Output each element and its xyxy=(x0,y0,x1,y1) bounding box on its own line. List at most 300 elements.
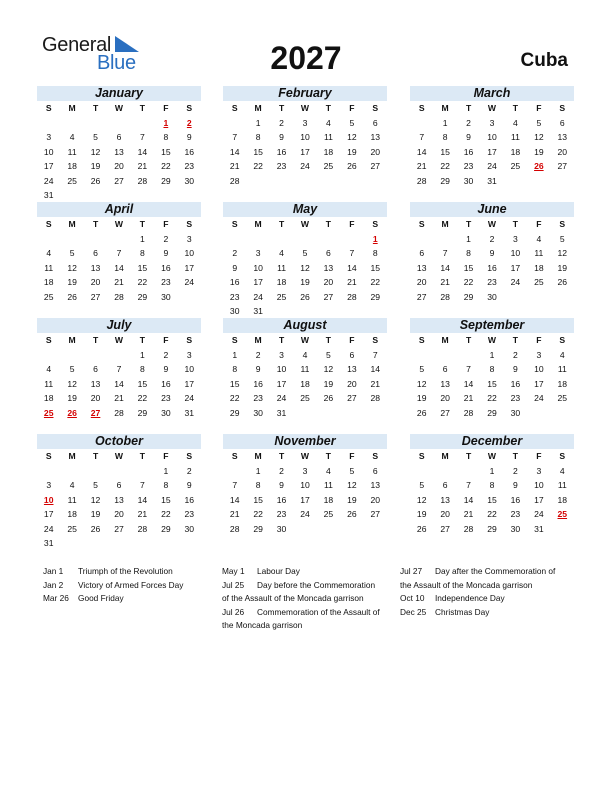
day-cell: 1 xyxy=(140,349,145,360)
day-cell: 25 xyxy=(534,277,544,287)
day-cell: 23 xyxy=(184,509,195,519)
month-title: November xyxy=(223,434,387,449)
day-cell: 14 xyxy=(416,146,427,157)
weekday-header: T xyxy=(325,219,332,229)
empty-cell xyxy=(223,116,246,131)
day-cell: 25 xyxy=(300,393,310,403)
day-cell: 22 xyxy=(137,277,148,287)
day-cell: 30 xyxy=(487,291,497,302)
day-cell: 17 xyxy=(184,262,195,273)
weekday-header: W xyxy=(114,451,124,461)
weekday-header: T xyxy=(512,219,519,229)
day-cell: 24 xyxy=(487,161,497,171)
day-cell: 21 xyxy=(229,509,240,519)
weekday-header: T xyxy=(92,451,99,461)
empty-cell xyxy=(270,232,293,247)
weekday-header: M xyxy=(441,451,449,461)
day-cell: 31 xyxy=(184,407,195,418)
day-cell: 4 xyxy=(69,132,75,142)
empty-cell xyxy=(433,232,456,247)
day-cell: 30 xyxy=(161,407,171,418)
day-cell: 16 xyxy=(276,146,287,157)
day-cell: 15 xyxy=(370,262,381,273)
day-cell: 8 xyxy=(489,364,495,374)
day-cell: 4 xyxy=(279,248,284,258)
holiday-column xyxy=(43,565,213,606)
day-cell: 29 xyxy=(370,291,381,302)
day-cell: 13 xyxy=(440,378,450,389)
day-cell: 13 xyxy=(114,494,124,505)
day-cell: 29 xyxy=(229,407,240,418)
day-cell: 20 xyxy=(114,509,124,519)
day-cell: 11 xyxy=(44,378,54,389)
weekday-header: F xyxy=(536,335,542,345)
day-cell: 18 xyxy=(323,146,334,157)
weekday-header: M xyxy=(68,219,76,229)
day-cell: 10 xyxy=(534,364,544,374)
empty-cell xyxy=(131,116,154,131)
day-cell: 1 xyxy=(140,233,145,244)
month-june xyxy=(410,202,574,304)
month-title: June xyxy=(410,202,574,217)
day-cell: 8 xyxy=(140,364,145,374)
day-cell: 2 xyxy=(489,233,495,244)
day-cell: 9 xyxy=(489,248,495,258)
empty-cell xyxy=(37,232,60,247)
day-cell: 26 xyxy=(557,277,568,287)
day-cell: 8 xyxy=(163,480,169,490)
empty-cell xyxy=(37,348,60,363)
day-cell: 29 xyxy=(161,175,171,186)
day-cell: 23 xyxy=(161,393,171,403)
day-cell: 6 xyxy=(326,248,331,258)
weekday-header: T xyxy=(465,335,472,345)
day-cell: 24 xyxy=(276,393,287,403)
day-cell: 4 xyxy=(513,117,518,128)
day-cell: 28 xyxy=(440,291,450,302)
day-cell: 9 xyxy=(466,132,471,142)
day-cell: 1 xyxy=(466,233,471,244)
day-cell: 23 xyxy=(510,393,521,403)
day-cell: 9 xyxy=(186,132,192,142)
day-cell: 20 xyxy=(557,146,568,157)
month-title: August xyxy=(223,318,387,333)
day-cell: 13 xyxy=(90,262,101,273)
month-april xyxy=(37,202,201,304)
weekday-header: S xyxy=(186,335,193,345)
day-cell: 6 xyxy=(442,480,448,490)
holiday-name: Day before the Commemoration xyxy=(257,579,376,590)
day-cell: 20 xyxy=(90,277,101,287)
weekday-header: S xyxy=(418,335,425,345)
day-cell: 3 xyxy=(186,349,192,360)
day-cell: 13 xyxy=(347,364,357,374)
day-cell: 3 xyxy=(489,117,495,128)
empty-cell xyxy=(37,464,60,479)
day-cell: 18 xyxy=(323,494,334,505)
day-cell: 6 xyxy=(559,117,565,128)
day-cell: 12 xyxy=(347,480,357,490)
holiday-entry xyxy=(400,565,572,579)
day-cell: 15 xyxy=(161,494,171,505)
day-cell: 4 xyxy=(536,233,542,244)
day-cell: 16 xyxy=(253,378,263,389)
weekday-header: W xyxy=(300,335,310,345)
day-cell: 4 xyxy=(46,248,52,258)
day-cell: 22 xyxy=(440,161,450,171)
holiday-name: Labour Day xyxy=(257,566,300,576)
day-cell: 20 xyxy=(114,161,124,171)
day-cell: 9 xyxy=(163,364,169,374)
day-cell: 4 xyxy=(559,349,565,360)
day-cell: 27 xyxy=(114,175,124,186)
day-cell: 30 xyxy=(510,523,521,534)
day-grid xyxy=(223,333,387,420)
day-cell: 12 xyxy=(416,494,427,505)
day-cell: 16 xyxy=(229,277,240,287)
day-cell: 26 xyxy=(347,509,357,519)
day-cell: 9 xyxy=(279,132,284,142)
day-cell: 21 xyxy=(370,378,381,389)
day-cell: 5 xyxy=(536,117,542,128)
holiday-date: Mar 26 xyxy=(43,593,69,603)
weekday-header: S xyxy=(231,103,238,113)
day-cell: 28 xyxy=(370,393,381,403)
day-cell: 26 xyxy=(90,175,101,186)
day-cell: 3 xyxy=(302,465,308,476)
day-grid xyxy=(37,449,201,551)
day-cell: 4 xyxy=(326,465,331,476)
day-cell: 23 xyxy=(276,509,287,519)
day-cell: 2 xyxy=(186,465,192,476)
day-cell: 13 xyxy=(557,132,568,142)
day-cell: 23 xyxy=(229,291,240,302)
holiday-entry xyxy=(400,606,572,620)
day-cell: 15 xyxy=(253,146,263,157)
day-cell: 5 xyxy=(93,132,98,142)
day-cell: 4 xyxy=(46,364,52,374)
calendar-year: 2027 xyxy=(270,40,342,76)
day-cell: 24 xyxy=(43,175,54,186)
day-cell: 13 xyxy=(440,494,450,505)
weekday-header: S xyxy=(559,335,566,345)
day-cell: 11 xyxy=(510,132,520,142)
weekday-header: S xyxy=(231,219,238,229)
weekday-header: W xyxy=(487,219,497,229)
month-september xyxy=(410,318,574,420)
empty-cell xyxy=(107,116,130,131)
empty-cell xyxy=(410,116,433,131)
holiday-day-cell: 26 xyxy=(534,161,544,171)
holiday-day-cell: 27 xyxy=(90,407,101,418)
weekday-header: M xyxy=(254,103,262,113)
day-cell: 17 xyxy=(253,277,263,287)
empty-cell xyxy=(433,464,456,479)
day-cell: 1 xyxy=(232,349,238,360)
month-november xyxy=(223,434,387,536)
weekday-header: M xyxy=(441,103,449,113)
day-cell: 27 xyxy=(347,393,357,403)
month-march xyxy=(410,86,574,188)
day-cell: 20 xyxy=(347,378,357,389)
empty-cell xyxy=(457,348,480,363)
weekday-header: S xyxy=(559,219,566,229)
day-cell: 3 xyxy=(536,349,542,360)
holiday-column xyxy=(400,565,572,619)
day-cell: 12 xyxy=(90,494,101,505)
day-cell: 16 xyxy=(161,378,171,389)
day-cell: 8 xyxy=(232,364,238,374)
day-cell: 12 xyxy=(323,364,334,374)
day-cell: 24 xyxy=(184,277,195,287)
day-cell: 8 xyxy=(442,132,448,142)
day-cell: 6 xyxy=(372,117,378,128)
day-cell: 10 xyxy=(487,132,497,142)
month-title: January xyxy=(37,86,201,101)
weekday-header: T xyxy=(325,335,332,345)
weekday-header: S xyxy=(45,103,52,113)
day-cell: 5 xyxy=(559,233,565,244)
day-cell: 2 xyxy=(163,349,169,360)
day-cell: 14 xyxy=(137,146,148,157)
day-cell: 17 xyxy=(276,378,287,389)
day-cell: 23 xyxy=(510,509,521,519)
holiday-name: Victory of Armed Forces Day xyxy=(78,579,184,590)
day-cell: 18 xyxy=(557,378,568,389)
day-cell: 13 xyxy=(370,132,381,142)
day-cell: 17 xyxy=(184,378,195,389)
day-cell: 31 xyxy=(487,175,497,186)
weekday-header: T xyxy=(465,103,472,113)
weekday-header: F xyxy=(536,219,542,229)
weekday-header: T xyxy=(465,219,472,229)
holiday-entry xyxy=(43,592,213,606)
empty-cell xyxy=(223,232,246,247)
empty-cell xyxy=(84,348,107,363)
day-cell: 3 xyxy=(46,480,52,490)
day-cell: 19 xyxy=(90,161,101,171)
weekday-header: F xyxy=(349,451,355,461)
weekday-header: M xyxy=(254,335,262,345)
day-cell: 7 xyxy=(116,248,122,258)
day-cell: 8 xyxy=(466,248,471,258)
weekday-header: W xyxy=(487,103,497,113)
empty-cell xyxy=(410,464,433,479)
day-cell: 2 xyxy=(466,117,471,128)
day-cell: 13 xyxy=(90,378,101,389)
empty-cell xyxy=(84,116,107,131)
holiday-name: Day after the Commemoration of xyxy=(435,566,556,576)
day-cell: 24 xyxy=(534,509,544,519)
day-cell: 23 xyxy=(161,277,171,287)
day-cell: 3 xyxy=(255,248,261,258)
holiday-date: Jan 1 xyxy=(43,566,64,576)
day-cell: 21 xyxy=(347,277,357,287)
holiday-column xyxy=(222,565,394,633)
holiday-name-continued: the Moncada garrison xyxy=(222,620,303,630)
day-cell: 5 xyxy=(302,248,308,258)
empty-cell xyxy=(84,232,107,247)
day-cell: 2 xyxy=(513,465,518,476)
day-cell: 21 xyxy=(114,393,124,403)
empty-cell xyxy=(223,464,246,479)
day-cell: 1 xyxy=(442,117,448,128)
day-cell: 28 xyxy=(229,175,240,186)
day-cell: 27 xyxy=(323,291,334,302)
day-cell: 19 xyxy=(90,509,101,519)
day-cell: 26 xyxy=(67,291,77,302)
day-cell: 15 xyxy=(137,378,148,389)
day-cell: 11 xyxy=(534,248,544,258)
day-cell: 24 xyxy=(184,393,195,403)
month-title: October xyxy=(37,434,201,449)
day-cell: 12 xyxy=(67,262,77,273)
holiday-day-cell: 1 xyxy=(163,117,169,128)
day-cell: 23 xyxy=(184,161,195,171)
day-cell: 24 xyxy=(43,523,54,534)
weekday-header: S xyxy=(372,219,379,229)
day-cell: 28 xyxy=(416,175,427,186)
day-cell: 26 xyxy=(323,393,334,403)
day-cell: 9 xyxy=(279,480,284,490)
day-cell: 18 xyxy=(276,277,287,287)
day-cell: 7 xyxy=(140,480,145,490)
holiday-entry xyxy=(222,606,394,620)
month-title: September xyxy=(410,318,574,333)
day-cell: 17 xyxy=(43,509,54,519)
day-cell: 10 xyxy=(276,364,287,374)
day-cell: 15 xyxy=(253,494,263,505)
day-cell: 13 xyxy=(416,262,427,273)
month-january xyxy=(37,86,201,203)
day-cell: 24 xyxy=(253,291,263,302)
weekday-header: M xyxy=(68,335,76,345)
day-cell: 19 xyxy=(67,277,77,287)
empty-cell xyxy=(457,464,480,479)
day-cell: 16 xyxy=(276,494,287,505)
weekday-header: M xyxy=(68,451,76,461)
day-cell: 6 xyxy=(93,248,98,258)
weekday-header: F xyxy=(163,451,169,461)
day-cell: 16 xyxy=(463,146,474,157)
day-cell: 1 xyxy=(489,349,495,360)
weekday-header: S xyxy=(186,451,193,461)
weekday-header: T xyxy=(512,335,519,345)
holiday-date: Jul 25 xyxy=(222,579,245,590)
weekday-header: T xyxy=(278,103,285,113)
day-cell: 27 xyxy=(440,523,450,534)
day-cell: 9 xyxy=(186,480,192,490)
holiday-entry xyxy=(222,579,394,593)
day-cell: 19 xyxy=(416,393,427,403)
day-cell: 20 xyxy=(370,146,381,157)
day-cell: 16 xyxy=(161,262,171,273)
day-cell: 18 xyxy=(67,509,77,519)
weekday-header: M xyxy=(254,451,262,461)
month-title: December xyxy=(410,434,574,449)
day-cell: 16 xyxy=(510,378,521,389)
day-cell: 3 xyxy=(186,233,192,244)
day-cell: 18 xyxy=(534,262,544,273)
day-cell: 2 xyxy=(163,233,169,244)
day-grid xyxy=(37,101,201,203)
day-cell: 25 xyxy=(276,291,287,302)
day-cell: 19 xyxy=(416,509,427,519)
day-cell: 6 xyxy=(349,349,355,360)
day-cell: 10 xyxy=(43,146,54,157)
holiday-entry xyxy=(400,592,572,606)
day-cell: 22 xyxy=(487,509,497,519)
day-cell: 17 xyxy=(300,146,310,157)
day-cell: 10 xyxy=(534,480,544,490)
day-cell: 8 xyxy=(372,248,378,258)
empty-cell xyxy=(410,348,433,363)
day-cell: 4 xyxy=(326,117,331,128)
day-cell: 7 xyxy=(349,248,355,258)
month-may xyxy=(223,202,387,319)
day-cell: 25 xyxy=(67,175,77,186)
weekday-header: S xyxy=(418,451,425,461)
weekday-header: S xyxy=(186,103,193,113)
day-cell: 26 xyxy=(90,523,101,534)
day-cell: 7 xyxy=(419,132,425,142)
day-cell: 13 xyxy=(323,262,334,273)
day-cell: 29 xyxy=(463,291,474,302)
day-cell: 22 xyxy=(370,277,381,287)
day-cell: 27 xyxy=(370,161,381,171)
day-cell: 18 xyxy=(510,146,521,157)
weekday-header: F xyxy=(163,335,169,345)
day-cell: 6 xyxy=(116,132,122,142)
day-cell: 14 xyxy=(347,262,357,273)
weekday-header: T xyxy=(465,451,472,461)
day-cell: 10 xyxy=(510,248,521,258)
weekday-header: T xyxy=(139,335,146,345)
day-cell: 20 xyxy=(370,494,381,505)
day-cell: 10 xyxy=(253,262,263,273)
day-cell: 11 xyxy=(44,262,54,273)
day-cell: 5 xyxy=(419,480,425,490)
holiday-day-cell: 2 xyxy=(186,117,192,128)
day-cell: 31 xyxy=(276,407,287,418)
weekday-header: F xyxy=(349,103,355,113)
month-february xyxy=(223,86,387,188)
day-cell: 29 xyxy=(253,523,263,534)
day-cell: 8 xyxy=(489,480,495,490)
day-cell: 14 xyxy=(370,364,381,374)
day-cell: 18 xyxy=(43,393,54,403)
logo-text-blue: Blue xyxy=(97,52,136,74)
day-cell: 27 xyxy=(557,161,568,171)
day-cell: 27 xyxy=(416,291,427,302)
day-cell: 31 xyxy=(43,538,54,548)
day-cell: 28 xyxy=(463,523,474,534)
day-cell: 11 xyxy=(67,146,77,157)
month-title: February xyxy=(223,86,387,101)
day-cell: 15 xyxy=(137,262,148,273)
day-cell: 1 xyxy=(163,465,169,476)
day-cell: 17 xyxy=(300,494,310,505)
day-cell: 7 xyxy=(116,364,122,374)
day-cell: 30 xyxy=(276,523,287,534)
weekday-header: T xyxy=(278,451,285,461)
day-cell: 23 xyxy=(487,277,497,287)
day-cell: 17 xyxy=(43,161,54,171)
day-cell: 16 xyxy=(184,494,195,505)
weekday-header: T xyxy=(325,103,332,113)
day-cell: 18 xyxy=(300,378,310,389)
month-title: March xyxy=(410,86,574,101)
